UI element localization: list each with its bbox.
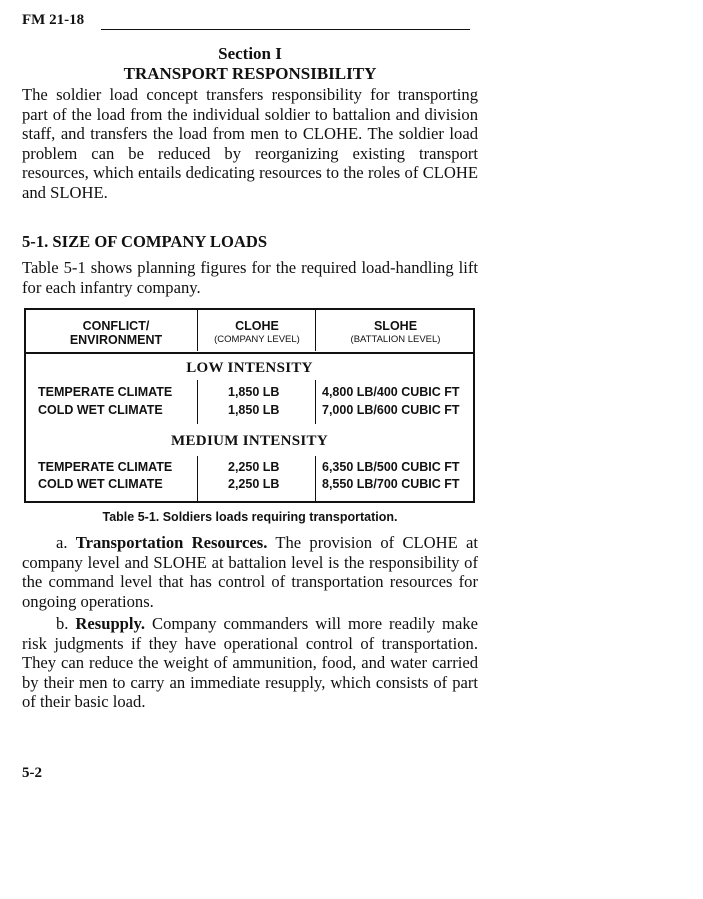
item-letter: b.: [56, 614, 69, 633]
header-clohe-line1: CLOHE: [235, 319, 279, 333]
item-title: Resupply.: [75, 614, 146, 633]
header-divider: [197, 310, 198, 351]
subsection-heading: 5-1. SIZE OF COMPANY LOADS: [22, 232, 268, 251]
group-label-low-intensity: LOW INTENSITY: [186, 360, 313, 376]
header-rule: [26, 352, 473, 354]
item-text: The provision of CLOHE at company level and SLOHE at battalion level is the responsibility of the command level that has control of transportation resources for ongoing operations.: [22, 533, 478, 611]
item-text: Company commanders will more readily make risk judgments if they have operational control of transportation. They can reduce the weight of ammunition, food, and water carried by their men to carry an immediate resupply, which consists of part of their basic load.: [22, 614, 478, 712]
header-clohe: [202, 319, 312, 347]
section-title: TRANSPORT RESPONSIBILITY: [123, 64, 377, 83]
column-divider: [315, 456, 316, 501]
column-divider: [197, 456, 198, 501]
header-conflict: [36, 319, 196, 347]
row-environment: COLD WET CLIMATE: [38, 477, 163, 491]
column-divider: [315, 380, 316, 424]
page-header: [22, 10, 470, 32]
row-slohe: 6,350 LB/500 CUBIC FT: [322, 460, 460, 474]
item-letter: a.: [56, 533, 68, 552]
row-environment: COLD WET CLIMATE: [38, 403, 163, 417]
row-environment: TEMPERATE CLIMATE: [38, 385, 173, 399]
manual-code: FM 21-18: [22, 12, 85, 28]
header-conflict-line1: CONFLICT/: [82, 319, 150, 333]
header-conflict-line2: ENVIRONMENT: [69, 333, 163, 347]
row-clohe: 2,250 LB: [228, 460, 280, 474]
subsection-paragraph: Table 5-1 shows planning figures for the required load-handling lift for each infantry company.: [22, 258, 478, 297]
header-rule: [101, 29, 470, 30]
header-slohe-line1: SLOHE: [373, 319, 418, 333]
header-divider: [315, 310, 316, 351]
row-slohe: 7,000 LB/600 CUBIC FT: [322, 403, 460, 417]
item-transportation-resources: [22, 533, 478, 611]
intro-paragraph: The soldier load concept transfers responsibility for transporting part of the load from the individual soldier to battalion and division staff, and transfers the load from men to CLOHE. The soldier load problem can be reduced by reorganizing existing transport resources, which entails dedicating resources to the roles of CLOHE and SLOHE.: [22, 85, 478, 202]
page-number: 5-2: [22, 765, 42, 781]
row-environment: TEMPERATE CLIMATE: [38, 460, 173, 474]
row-slohe: 4,800 LB/400 CUBIC FT: [322, 385, 460, 399]
row-clohe: 2,250 LB: [228, 477, 280, 491]
header-clohe-line2: (COMPANY LEVEL): [214, 334, 300, 345]
section-number: Section I: [218, 44, 282, 63]
table-caption: Table 5-1. Soldiers loads requiring transportation.: [102, 510, 398, 524]
row-slohe: 8,550 LB/700 CUBIC FT: [322, 477, 460, 491]
group-label-medium-intensity: MEDIUM INTENSITY: [171, 433, 328, 449]
item-resupply: [22, 614, 478, 712]
column-divider: [197, 380, 198, 424]
row-clohe: 1,850 LB: [228, 385, 280, 399]
row-clohe: 1,850 LB: [228, 403, 280, 417]
header-slohe-line2: (BATTALION LEVEL): [350, 334, 441, 345]
header-slohe: [318, 319, 473, 347]
item-title: Transportation Resources.: [75, 533, 268, 552]
loads-table: [24, 308, 475, 503]
